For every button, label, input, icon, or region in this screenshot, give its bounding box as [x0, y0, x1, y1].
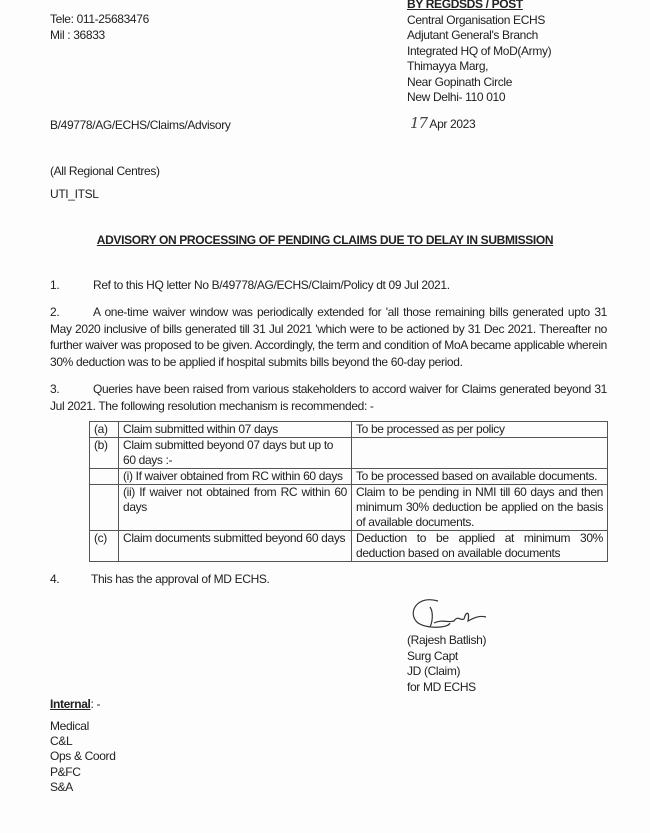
row-action: Claim to be pending in NMI till 60 days and then minimum 30% deduction be applied on the basis of available documents. — [352, 484, 608, 530]
paragraph-3 — [50, 381, 607, 415]
row-condition: (ii) If waiver not obtained from RC within 60 days — [119, 484, 352, 530]
para-text: A one-time waiver window was periodically extended for 'all those remaining bills generated upto 31 May 2020 inclusive of bills generated till 31 Jul 2021 'which were to be actioned by 31 Dec 2021. Thereafter no further waiver was proposed to be given. Accordingly, the term and condition of MoA became applicable wherein 30% deduction was to be applied if hospital submits bills beyond the 60-day period. — [50, 304, 607, 370]
para-number: 2. — [50, 304, 60, 319]
row-label — [90, 468, 119, 484]
internal-suffix: : - — [90, 697, 101, 712]
list-item: P&FC — [50, 764, 81, 779]
table-row — [90, 530, 608, 561]
subject-title: ADVISORY ON PROCESSING OF PENDING CLAIMS DUE TO DELAY IN SUBMISSION — [96, 233, 554, 247]
tele: Tele: 011-25683476 — [50, 12, 149, 26]
internal-heading — [50, 697, 607, 713]
row-condition: Claim submitted within 07 days — [119, 421, 352, 437]
para-number: 1. — [50, 278, 60, 292]
table-row — [90, 484, 608, 530]
list-item: S&A — [50, 780, 73, 795]
address-line: Adjutant General's Branch — [407, 28, 538, 42]
mil: Mil : 36833 — [50, 28, 105, 42]
address-line: Integrated HQ of MoD(Army) — [407, 43, 552, 58]
row-action — [352, 437, 608, 468]
signature-block — [407, 633, 607, 695]
dispatch-mode: BY REGDSDS / POST — [407, 0, 523, 11]
signatory-name: (Rajesh Batlish) — [407, 633, 487, 648]
list-item: C&L — [50, 734, 73, 749]
paragraph-2 — [50, 304, 607, 371]
row-condition: Claim submitted beyond 07 days but up to 60 days :- — [119, 437, 352, 468]
table-row — [90, 468, 608, 484]
para-text: Ref to this HQ letter No B/49778/AG/ECHS/Claim/Policy dt 09 Jul 2021. — [93, 278, 450, 292]
row-label: (b) — [90, 437, 119, 468]
internal-label: Internal — [50, 697, 91, 712]
row-condition: Claim documents submitted beyond 60 days — [119, 530, 352, 561]
recipient: (All Regional Centres) — [50, 164, 160, 178]
row-label: (c) — [90, 530, 119, 561]
list-item: Ops & Coord — [50, 749, 116, 764]
address-line: New Delhi- 110 010 — [407, 90, 506, 104]
paragraph-4 — [50, 571, 607, 588]
row-condition: (i) If waiver obtained from RC within 60 days — [119, 468, 352, 484]
recipient: UTI_ITSL — [50, 187, 99, 201]
row-action: To be processed as per policy — [352, 421, 608, 437]
sender-address — [407, 13, 551, 106]
internal-distribution-list — [50, 719, 607, 795]
signature-image — [408, 593, 508, 633]
letter-date — [410, 116, 475, 133]
handwritten-day: 17 — [410, 114, 428, 132]
para-text: This has the approval of MD ECHS. — [91, 571, 270, 586]
table-row — [90, 437, 608, 468]
para-number: 4. — [50, 571, 60, 586]
address-line: Central Organisation ECHS — [407, 12, 545, 27]
row-action: Deduction to be applied at minimum 30% deduction based on available documents — [352, 530, 608, 561]
date-month-year: Apr 2023 — [429, 117, 476, 131]
list-item: Medical — [50, 718, 89, 733]
signatory-designation: JD (Claim) — [407, 664, 461, 679]
letter-body — [50, 277, 607, 801]
row-label: (a) — [90, 421, 119, 437]
resolution-table — [89, 421, 608, 562]
table-row — [90, 421, 608, 437]
row-action: To be processed based on available documents. — [352, 468, 608, 484]
signatory-for: for MD ECHS — [407, 679, 476, 694]
address-line: Near Gopinath Circle — [407, 74, 513, 89]
para-text: Queries have been raised from various stakeholders to accord waiver for Claims generated beyond 31 Jul 2021. The following resolution mechanism is recommended: - — [50, 381, 607, 413]
row-label — [90, 484, 119, 530]
para-number: 3. — [50, 381, 60, 396]
paragraph-1 — [50, 277, 607, 294]
signatory-rank: Surg Capt — [407, 648, 458, 663]
reference-number: B/49778/AG/ECHS/Claims/Advisory — [50, 118, 231, 132]
address-line: Thimayya Marg, — [407, 59, 489, 73]
